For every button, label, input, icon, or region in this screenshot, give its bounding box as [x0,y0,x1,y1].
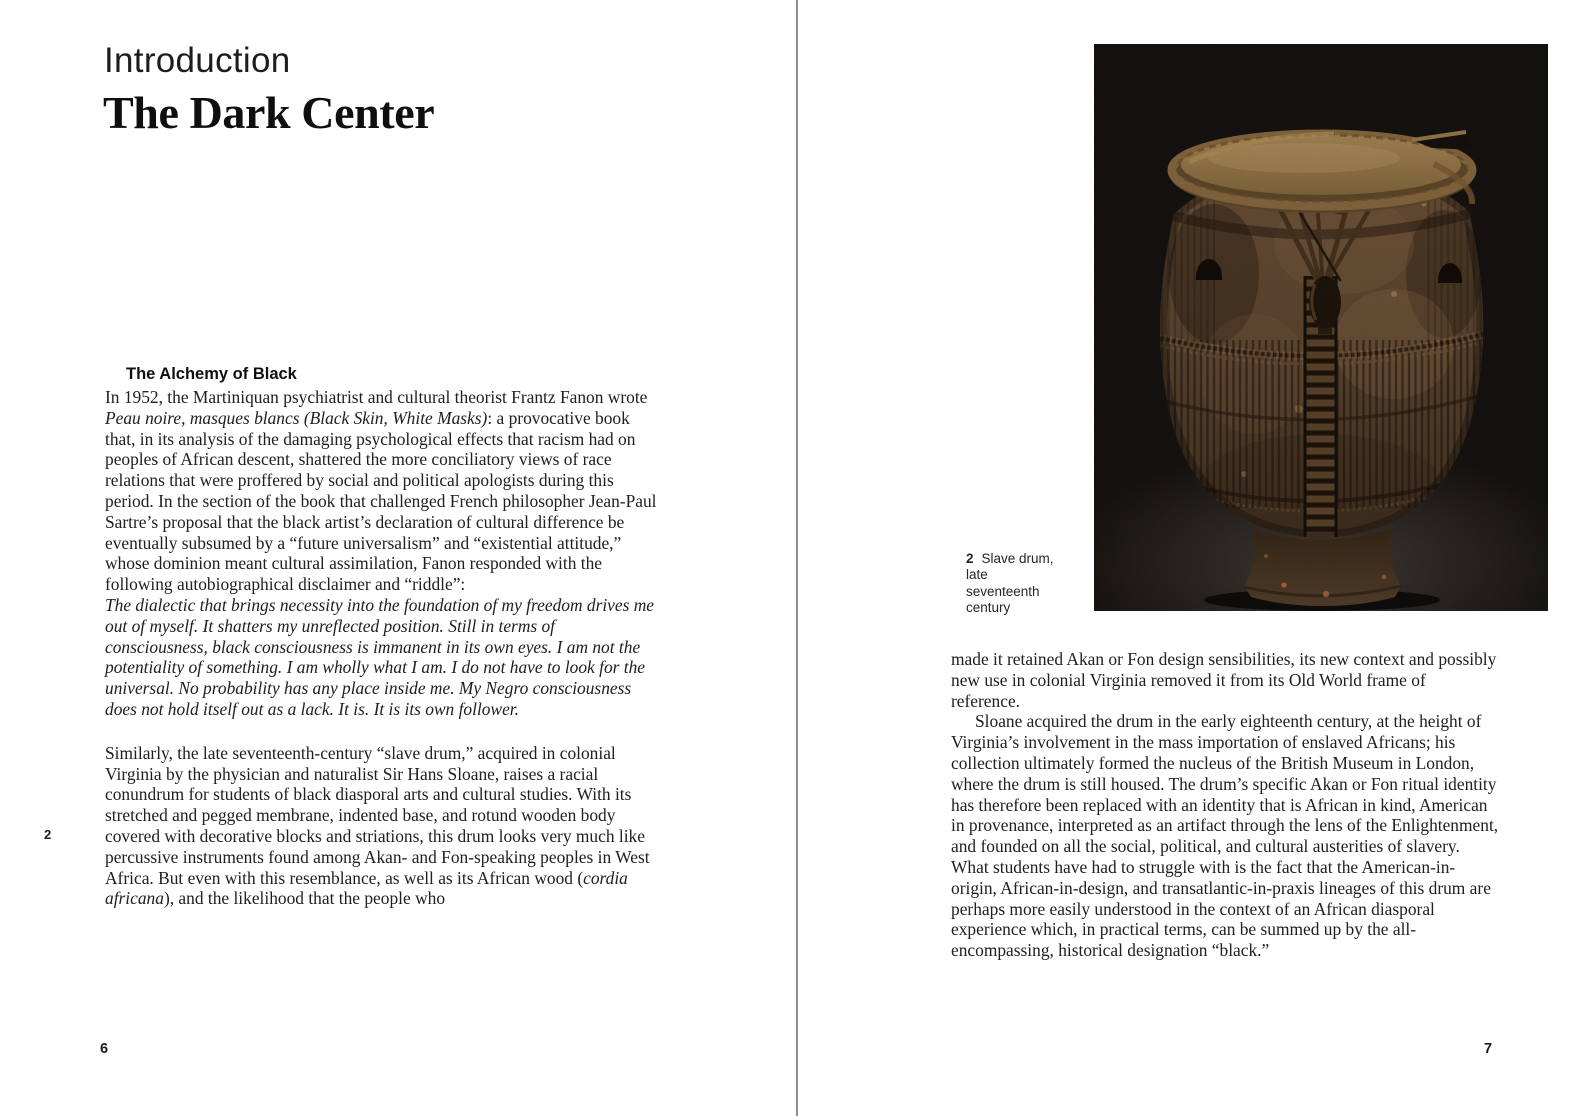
slave-drum-photo [1094,44,1548,611]
page-number-right: 7 [1484,1041,1493,1057]
chapter-label: Introduction [104,41,291,80]
figure-margin-reference: 2 [44,827,52,842]
book-title: The Dark Center [103,87,435,138]
blockquote: The dialectic that brings necessity into the foundation of my freedom drives me out of myself. It shatters my unreflected position. Still in terms of consciousness, black consciousness is immanent in its own eyes. I am not the potentiality of something. I am wholly what I am. I do not have to look for the universal. No probability has any place inside me. My Negro consciousness does not hold itself out as a lack. It is. It is its own follower. [105,594,654,719]
figure-caption-number: 2 [966,551,974,566]
figure-caption-text: Slave drum, late seventeenth century [966,551,1054,615]
page-gutter-divider [796,0,798,1116]
paragraph: Similarly, the late seventeenth-century “slave drum,” acquired in colonial Virginia by the physician and naturalist Sir Hans Sloane, raises a racial conundrum for students of black diasporal arts and cultural studies. With its stretched and pegged membrane, indented base, and rotund wooden body covered with decorative blocks and striations, this drum looks very much like percussive instruments found among Akan- and Fon-speaking peoples in West Africa. But even with this resemblance, as well as its African wood (cordia africana), and the likelihood that the people who [105,742,650,909]
section-heading: The Alchemy of Black [126,365,297,383]
paragraph: In 1952, the Martiniquan psychiatrist and cultural theorist Frantz Fanon wrote Peau noire, masques blancs (Black Skin, White Masks): a provocative book that, in its analysis of the damaging psychological effects that racism had on peoples of African descent, shattered the more conciliatory views of race relations that were proffered by social and political apologists during this period. In the section of the book that challenged French philosopher Jean-Paul Sartre’s proposal that the black artist’s declaration of cultural difference be eventually subsumed by a “future universalism” and “existential attitude,” whose dominion meant cultural assimilation, Fanon responded with the following autobiographical disclaimer and “riddle”: [105,387,657,595]
paragraph: Sloane acquired the drum in the early eighteenth century, at the height of Virginia’s involvement in the mass importation of enslaved Africans; his collection ultimately formed the nucleus of the British Museum in London, where the drum is still housed. The drum’s specific Akan or Fon ritual identity has therefore been replaced with an identity that is African in kind, American in provenance, interpreted as an artifact through the lens of the Enlightenment, and founded on all the social, political, and cultural austerities of slavery. What students have had to struggle with is the fact that the American-in-origin, African-in-design, and transatlantic-in-praxis lineages of this drum are perhaps more easily understood in the context of an African diasporal experience which, in practical terms, can be summed up by the all-encompassing, historical designation “black.” [951,711,1499,961]
page-number-left: 6 [100,1041,109,1057]
drum-illustration [1094,44,1548,611]
figure-caption [966,551,1058,616]
right-page-text-column [951,649,1499,961]
left-page-text-column [105,364,657,909]
paragraph: made it retained Akan or Fon design sensibilities, its new context and possibly new use in colonial Virginia removed it from its Old World frame of reference. [951,649,1497,711]
